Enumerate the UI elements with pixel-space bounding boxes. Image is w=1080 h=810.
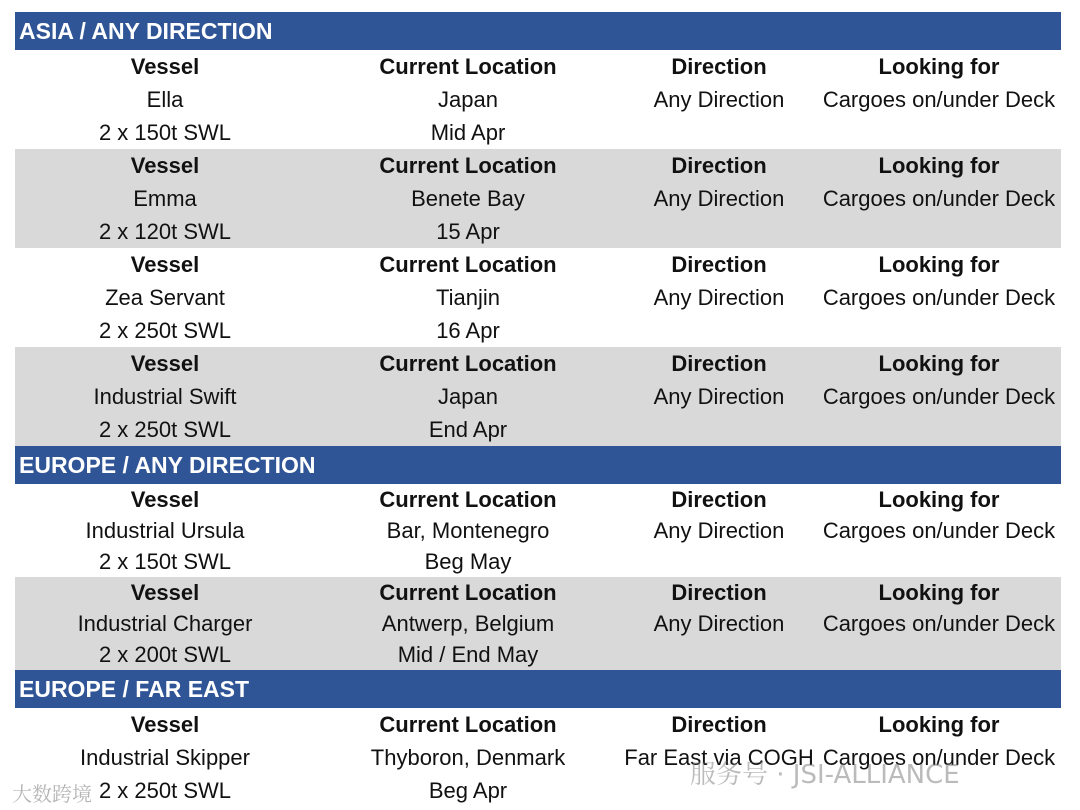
current-location: Thyboron, Denmark xyxy=(370,745,566,770)
open-date: End Apr xyxy=(428,417,508,442)
direction: Any Direction xyxy=(653,87,785,112)
column-header-direction: Direction xyxy=(671,351,767,376)
vessel-block xyxy=(15,248,1061,347)
open-date: Mid Apr xyxy=(430,120,506,145)
open-date: 15 Apr xyxy=(436,219,500,244)
direction: Any Direction xyxy=(653,518,785,543)
column-header-current-location: Current Location xyxy=(379,252,557,277)
section-header: EUROPE / ANY DIRECTION xyxy=(15,446,1061,484)
column-header-direction: Direction xyxy=(671,487,767,512)
column-header-vessel: Vessel xyxy=(130,351,200,376)
empty-cell xyxy=(817,116,1061,149)
section-header: EUROPE / FAR EAST xyxy=(15,670,1061,708)
empty-cell xyxy=(621,413,817,446)
column-header-direction: Direction xyxy=(671,580,767,605)
empty-cell xyxy=(621,215,817,248)
watermark-left-text: 大数跨境 xyxy=(12,782,92,806)
column-header-looking-for: Looking for xyxy=(878,351,1000,376)
column-header-direction: Direction xyxy=(671,252,767,277)
looking-for: Cargoes on/under Deck xyxy=(822,611,1056,636)
vessel-name: Emma xyxy=(133,186,197,211)
looking-for: Cargoes on/under Deck xyxy=(822,285,1056,310)
vessel-block xyxy=(15,149,1061,248)
crane-capacity: 2 x 200t SWL xyxy=(98,642,232,667)
vessel-block xyxy=(15,484,1061,577)
direction: Any Direction xyxy=(653,611,785,636)
column-header-direction: Direction xyxy=(671,153,767,178)
vessel-block xyxy=(15,708,1061,807)
column-header-looking-for: Looking for xyxy=(878,54,1000,79)
open-date: 16 Apr xyxy=(436,318,500,343)
crane-capacity: 2 x 250t SWL xyxy=(98,778,232,803)
vessel-block xyxy=(15,347,1061,446)
column-header-vessel: Vessel xyxy=(130,487,200,512)
column-header-current-location: Current Location xyxy=(379,153,557,178)
column-header-looking-for: Looking for xyxy=(878,487,1000,512)
section-header: ASIA / ANY DIRECTION xyxy=(15,12,1061,50)
empty-cell xyxy=(817,639,1061,670)
direction: Any Direction xyxy=(653,384,785,409)
column-header-vessel: Vessel xyxy=(130,54,200,79)
column-header-direction: Direction xyxy=(671,712,767,737)
crane-capacity: 2 x 150t SWL xyxy=(98,120,232,145)
empty-cell xyxy=(621,546,817,577)
empty-cell xyxy=(621,314,817,347)
empty-cell xyxy=(621,116,817,149)
direction: Any Direction xyxy=(653,186,785,211)
looking-for: Cargoes on/under Deck xyxy=(822,745,1056,770)
vessel-name: Industrial Skipper xyxy=(80,745,250,770)
vessel-name: Industrial Charger xyxy=(77,611,253,636)
current-location: Japan xyxy=(438,384,498,409)
crane-capacity: 2 x 120t SWL xyxy=(98,219,232,244)
empty-cell xyxy=(817,314,1061,347)
vessel-block xyxy=(15,50,1061,149)
current-location: Tianjin xyxy=(436,285,500,310)
empty-cell xyxy=(817,215,1061,248)
current-location: Antwerp, Belgium xyxy=(381,611,555,636)
column-header-current-location: Current Location xyxy=(379,580,557,605)
looking-for: Cargoes on/under Deck xyxy=(822,384,1056,409)
current-location: Bar, Montenegro xyxy=(386,518,550,543)
column-header-looking-for: Looking for xyxy=(878,153,1000,178)
column-header-looking-for: Looking for xyxy=(878,580,1000,605)
direction: Far East via COGH xyxy=(624,745,814,770)
looking-for: Cargoes on/under Deck xyxy=(822,186,1056,211)
direction: Any Direction xyxy=(653,285,785,310)
vessel-name: Zea Servant xyxy=(105,285,225,310)
current-location: Japan xyxy=(438,87,498,112)
current-location: Benete Bay xyxy=(411,186,525,211)
vessel-name: Ella xyxy=(146,87,184,112)
open-date: Mid / End May xyxy=(397,642,539,667)
column-header-current-location: Current Location xyxy=(379,487,557,512)
empty-cell xyxy=(621,639,817,670)
crane-capacity: 2 x 250t SWL xyxy=(98,318,232,343)
vessel-position-table xyxy=(15,12,1061,807)
column-header-vessel: Vessel xyxy=(130,252,200,277)
column-header-looking-for: Looking for xyxy=(878,712,1000,737)
empty-cell xyxy=(817,774,1061,807)
vessel-name: Industrial Swift xyxy=(93,384,237,409)
column-header-current-location: Current Location xyxy=(379,54,557,79)
crane-capacity: 2 x 150t SWL xyxy=(98,549,232,574)
column-header-vessel: Vessel xyxy=(130,153,200,178)
empty-cell xyxy=(621,774,817,807)
open-date: Beg May xyxy=(424,549,512,574)
looking-for: Cargoes on/under Deck xyxy=(822,518,1056,543)
open-date: Beg Apr xyxy=(428,778,508,803)
column-header-current-location: Current Location xyxy=(379,351,557,376)
watermark-right-text: 服务号 · JSI-ALLIANCE xyxy=(690,760,960,790)
empty-cell xyxy=(817,546,1061,577)
crane-capacity: 2 x 250t SWL xyxy=(98,417,232,442)
empty-cell xyxy=(817,413,1061,446)
column-header-direction: Direction xyxy=(671,54,767,79)
column-header-vessel: Vessel xyxy=(130,580,200,605)
vessel-block xyxy=(15,577,1061,670)
column-header-vessel: Vessel xyxy=(130,712,200,737)
looking-for: Cargoes on/under Deck xyxy=(822,87,1056,112)
column-header-current-location: Current Location xyxy=(379,712,557,737)
vessel-name: Industrial Ursula xyxy=(85,518,245,543)
column-header-looking-for: Looking for xyxy=(878,252,1000,277)
